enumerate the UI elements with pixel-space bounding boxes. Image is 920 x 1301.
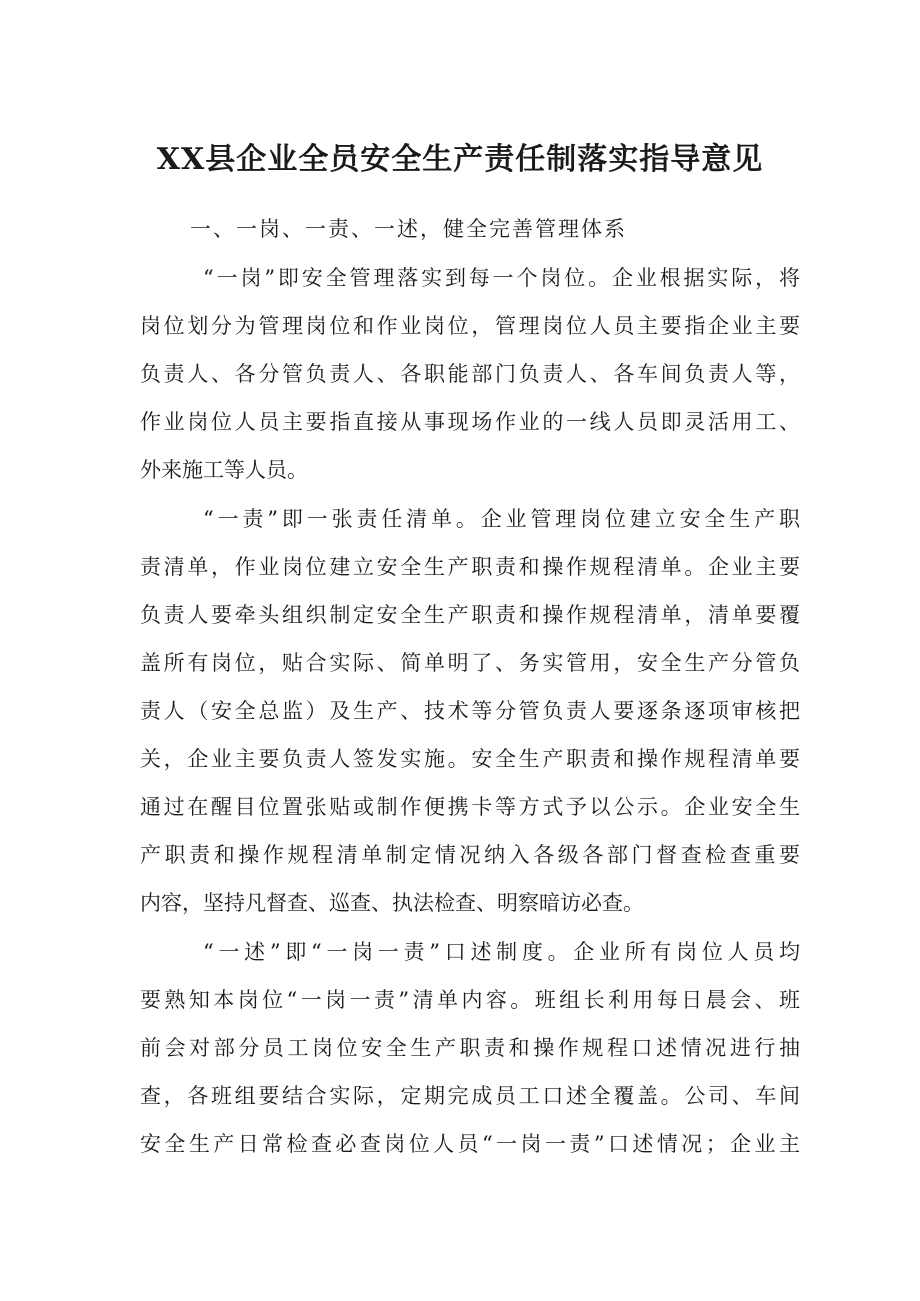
paragraph-line: “一责”即一张责任清单。企业管理岗位建立安全生产职: [203, 507, 800, 531]
paragraph-one-responsibility: [140, 495, 800, 927]
paragraph-line: 岗位划分为管理岗位和作业岗位，管理岗位人员主要指企业主要: [140, 314, 800, 338]
paragraph-line: 关，企业主要负责人签发实施。安全生产职责和操作规程清单要: [140, 747, 800, 771]
paragraph-line: 责人（安全总监）及生产、技术等分管负责人要逐条逐项审核把: [140, 699, 800, 723]
paragraph-line: 前会对部分员工岗位安全生产职责和操作规程口述情况进行抽: [140, 1036, 800, 1060]
paragraph-one-statement: [140, 928, 800, 1168]
paragraph-line: 负责人、各分管负责人、各职能部门负责人、各车间负责人等，: [140, 362, 800, 386]
paragraph-line: 通过在醒目位置张贴或制作便携卡等方式予以公示。企业安全生: [140, 795, 800, 819]
paragraph-line: 盖所有岗位，贴合实际、简单明了、务实管用，安全生产分管负: [140, 651, 800, 675]
section-heading: 一、一岗、一责、一述，健全完善管理体系: [190, 217, 627, 241]
paragraph-line: 内容，坚持凡督查、巡查、执法检查、明察暗访必查。: [140, 891, 644, 915]
paragraph-line: 外来施工等人员。: [140, 458, 308, 482]
paragraph-line: 安全生产日常检查必查岗位人员“一岗一责”口述情况；企业主: [140, 1132, 800, 1156]
paragraph-line: “一岗”即安全管理落实到每一个岗位。企业根据实际，将: [203, 266, 800, 290]
paragraph-line: 要熟知本岗位“一岗一责”清单内容。班组长利用每日晨会、班: [140, 988, 800, 1012]
paragraph-one-post: [140, 254, 800, 494]
paragraph-line: 查，各班组要结合实际，定期完成员工口述全覆盖。公司、车间: [140, 1084, 800, 1108]
paragraph-line: 责清单，作业岗位建立安全生产职责和操作规程清单。企业主要: [140, 555, 800, 579]
paragraph-line: 负责人要牵头组织制定安全生产职责和操作规程清单，清单要覆: [140, 603, 800, 627]
paragraph-line: 作业岗位人员主要指直接从事现场作业的一线人员即灵活用工、: [140, 410, 800, 434]
paragraph-line: “一述”即“一岗一责”口述制度。企业所有岗位人员均: [203, 940, 800, 964]
paragraph-line: 产职责和操作规程清单制定情况纳入各级各部门督查检查重要: [140, 843, 800, 867]
document-title: XX县企业全员安全生产责任制落实指导意见: [156, 142, 764, 177]
